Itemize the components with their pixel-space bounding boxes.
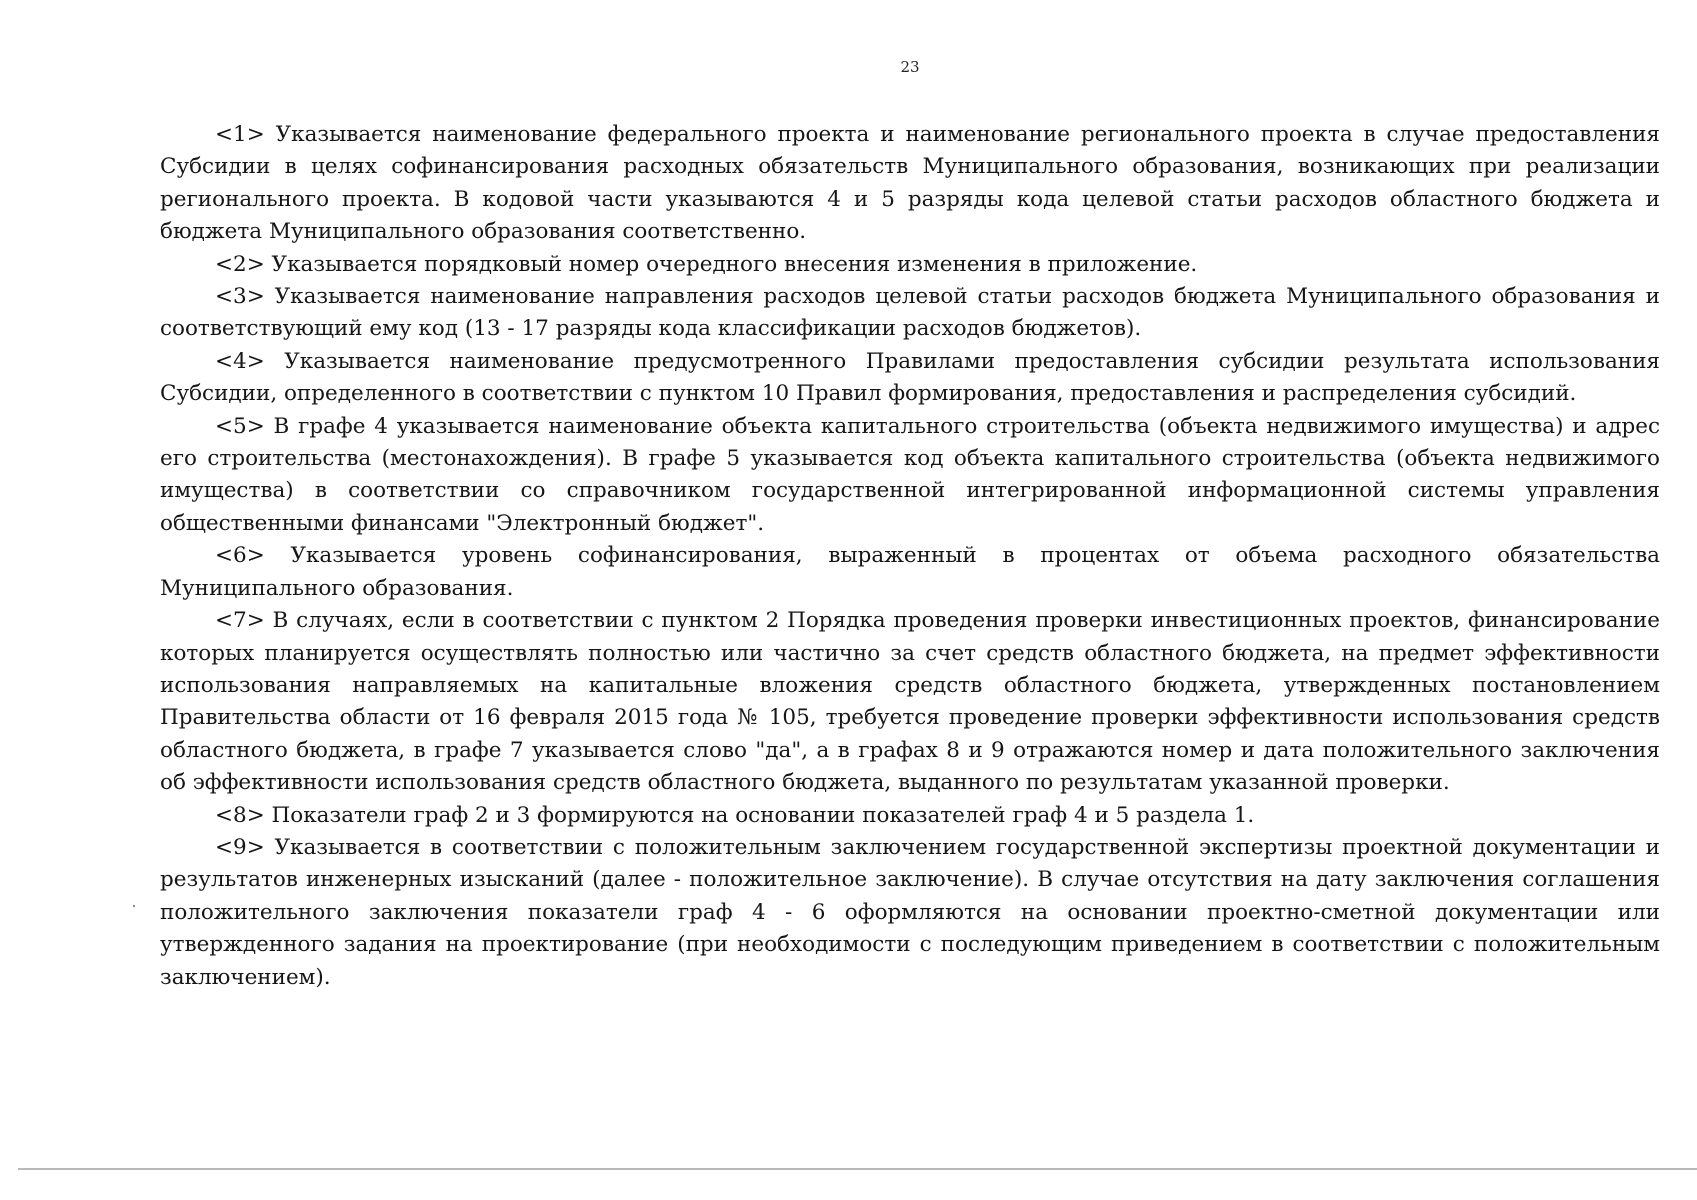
footnote-3: <3> Указывается наименование направления расходов целевой статьи расходов бюджета Муниципального образования и соответствующий ему код (13 - 17 разряды кода классификации расходов бюджетов).: [160, 284, 1660, 342]
footnote-5: <5> В графе 4 указывается наименование объекта капитального строительства (объекта недвижимого имущества) и адрес его строительства (местонахождения). В графе 5 указывается код объекта капитального строительства (объекта недвижимого имущества) в соответствии со справочником государственной интегрированной информационной системы управления общественными финансами "Электронный бюджет".: [160, 413, 1660, 536]
footnote-2: <2> Указывается порядковый номер очередного внесения изменения в приложение.: [215, 251, 1198, 277]
footnote-4: <4> Указывается наименование предусмотренного Правилами предоставления субсидии результата использования Субсидии, определенного в соответствии с пунктом 10 Правил формирования, предоставления и распределения субсидий.: [160, 348, 1660, 407]
footnote-8: <8> Показатели граф 2 и 3 формируются на основании показателей граф 4 и 5 раздела 1.: [215, 802, 1255, 828]
footnote-1: <1> Указывается наименование федерального проекта и наименование регионального проекта в случае предоставления Субсидии в целях софинансирования расходных обязательств Муниципального образования, возникающих при реализации регионального проекта. В кодовой части указываются 4 и 5 разряды кода целевой статьи расходов областного бюджета и бюджета Муниципального образования соответственно.: [160, 122, 1660, 245]
footnote-7: <7> В случаях, если в соответствии с пунктом 2 Порядка проведения проверки инвестиционных проектов, финансирование которых планируется осуществлять полностью или частично за счет средств областного бюджета, на предмет эффективности использования направляемых на капитальные вложения средств областного бюджета, утвержденных постановлением Правительства области от 16 февраля 2015 года № 105, требуется проведение проверки эффективности использования средств областного бюджета, в графе 7 указывается слово "да", а в графах 8 и 9 отражаются номер и дата положительного заключения об эффективности использования средств областного бюджета, выданного по результатам указанной проверки.: [160, 608, 1660, 796]
footnote-9: <9> Указывается в соответствии с положительным заключением государственной экспертизы проектной документации и результатов инженерных изысканий (далее - положительное заключение). В случае отсутствия на дату заключения соглашения положительного заключения показатели граф 4 - 6 оформляются на основании проектно-сметной документации или утвержденного задания на проектирование (при необходимости с последующим приведением в соответствии с положительным заключением).: [160, 834, 1660, 990]
footnote-6: <6> Указывается уровень софинансирования, выраженный в процентах от объема расходного обязательства Муниципального образования.: [160, 543, 1660, 601]
page-number: 23: [900, 58, 920, 76]
bottom-edge-line: [18, 1168, 1697, 1170]
footnotes-section: [160, 119, 1660, 994]
scan-speck: [133, 905, 135, 907]
